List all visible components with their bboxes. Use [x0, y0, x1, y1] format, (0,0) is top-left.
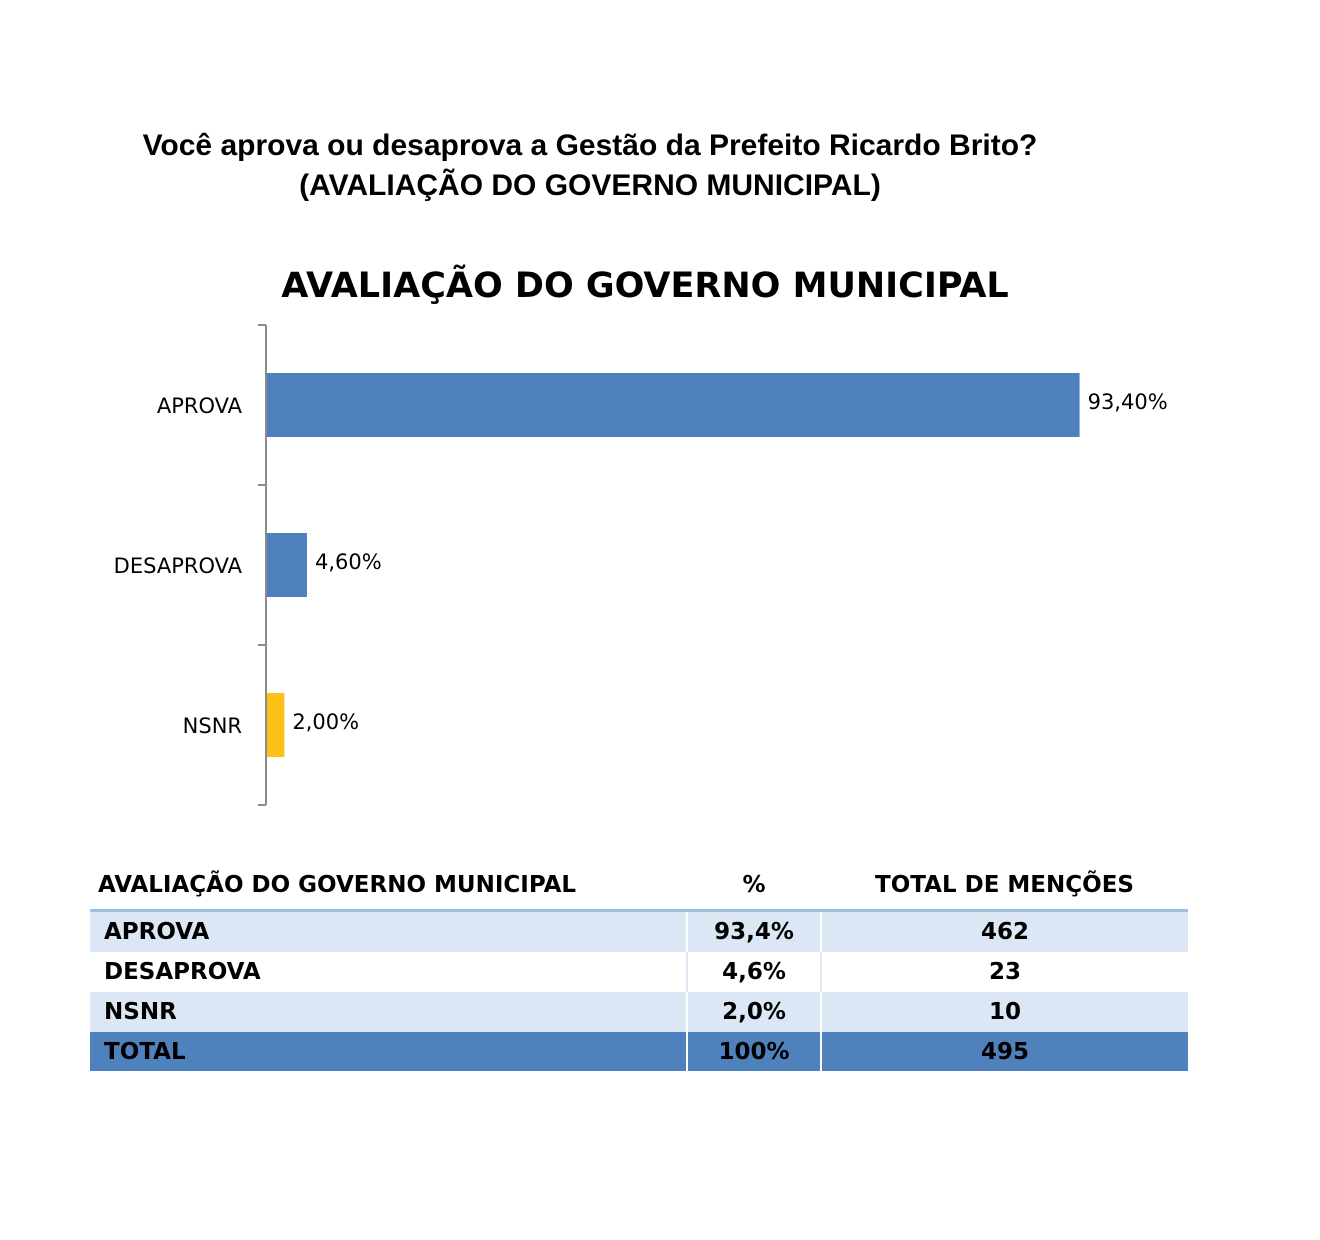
chart-title: AVALIAÇÃO DO GOVERNO MUNICIPAL — [281, 266, 1009, 306]
category-label: NSNR — [182, 714, 242, 738]
table-row — [90, 952, 1188, 992]
question-line-1: Você aprova ou desaprova a Gestão da Prefeito Ricardo Brito? — [142, 129, 1038, 162]
row-percent: 4,6% — [687, 952, 821, 992]
row-total-mentions: 495 — [821, 1032, 1188, 1071]
table-total-row — [90, 1032, 1188, 1071]
bar-nsnr — [267, 693, 284, 757]
results-table — [90, 912, 1188, 1071]
table-row — [90, 912, 1188, 952]
question-line-2: (AVALIAÇÃO DO GOVERNO MUNICIPAL) — [299, 169, 881, 202]
bars — [267, 373, 1168, 757]
row-category: TOTAL — [90, 1032, 687, 1071]
row-total-mentions: 23 — [821, 952, 1188, 992]
table-row — [90, 992, 1188, 1032]
category-label: APROVA — [156, 394, 242, 418]
data-label: 93,40% — [1087, 390, 1168, 414]
row-category: DESAPROVA — [90, 952, 687, 992]
row-category: NSNR — [90, 992, 687, 1032]
category-axis — [114, 325, 266, 805]
row-total-mentions: 462 — [821, 912, 1188, 952]
bar-desaprova — [267, 533, 307, 597]
data-label: 4,60% — [315, 550, 382, 574]
row-percent: 2,0% — [687, 992, 821, 1032]
category-label: DESAPROVA — [113, 554, 242, 578]
table-header-total-mentions: TOTAL DE MENÇÕES — [875, 872, 1134, 898]
row-total-mentions: 10 — [821, 992, 1188, 1032]
bar-aprova — [267, 373, 1080, 437]
row-percent: 100% — [687, 1032, 821, 1071]
table-header-category: AVALIAÇÃO DO GOVERNO MUNICIPAL — [98, 872, 577, 898]
row-percent: 93,4% — [687, 912, 821, 952]
table-header-percent: % — [742, 872, 766, 898]
row-category: APROVA — [90, 912, 687, 952]
table-header — [90, 866, 1188, 908]
data-label: 2,00% — [292, 710, 360, 734]
